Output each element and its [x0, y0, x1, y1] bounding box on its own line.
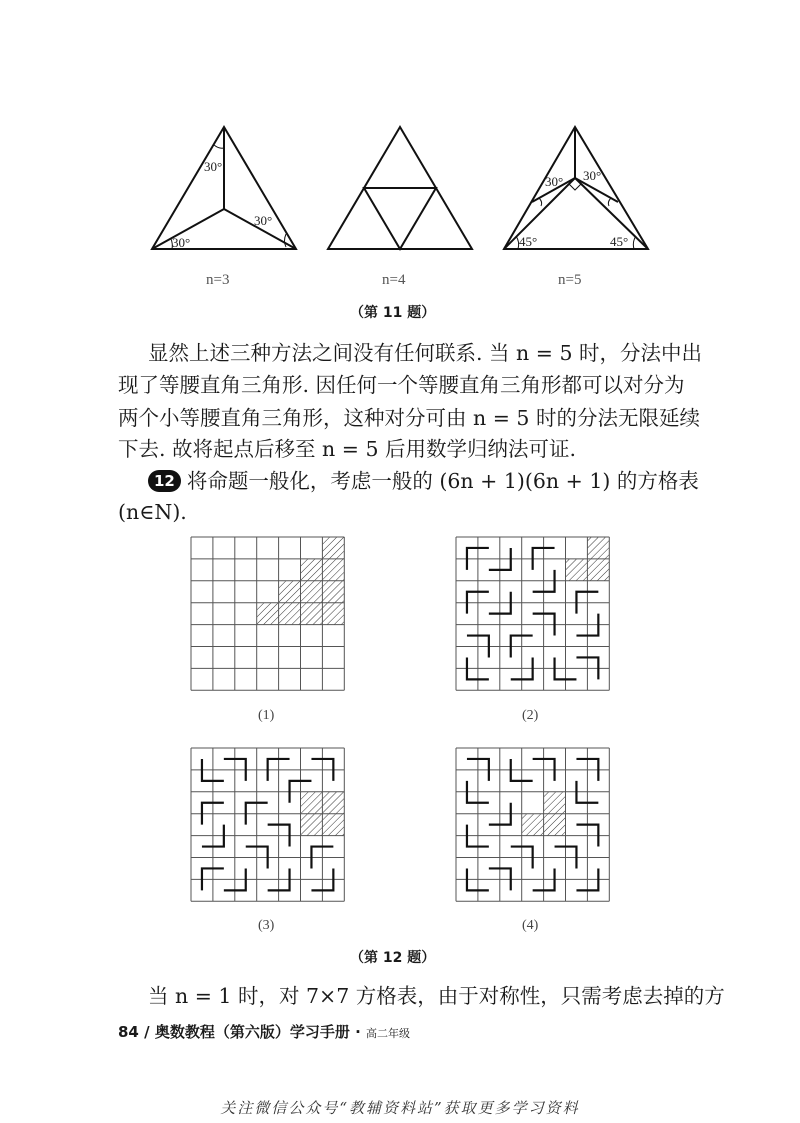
angle-label: 45°: [610, 234, 629, 249]
angle-label: 30°: [204, 159, 223, 174]
shaded-cell: [301, 559, 323, 581]
figure-11-caption: （第 11 题）: [350, 305, 436, 321]
watermark: 关注微信公众号“教辅资料站”获取更多学习资料: [220, 1099, 580, 1117]
shaded-cell: [301, 581, 323, 603]
grid-4: [456, 748, 609, 901]
paragraph-line: 显然上述三种方法之间没有任何联系. 当 n = 5 时，分法中出: [148, 341, 703, 365]
figure-label-n3: n=3: [206, 272, 230, 288]
shaded-cell: [544, 814, 566, 836]
shaded-cell: [279, 581, 301, 603]
grid-label-3: (3): [258, 918, 275, 933]
problem-12-line-2: (n∈N).: [118, 500, 187, 524]
shaded-cell: [301, 603, 323, 625]
triangle-n3: [152, 127, 296, 249]
paragraph-line: 现了等腰直角三角形. 因任何一个等腰直角三角形都可以对分为: [118, 373, 685, 397]
shaded-cell: [587, 537, 609, 559]
shaded-cell: [322, 581, 344, 603]
figure-label-n5: n=5: [558, 272, 582, 288]
shaded-cell: [587, 559, 609, 581]
figure-12-caption: （第 12 题）: [350, 950, 436, 966]
problem-number-badge: 12: [148, 470, 181, 492]
footer-separator: /: [144, 1023, 150, 1041]
grid-label-2: (2): [522, 708, 539, 723]
paragraph-line: 当 n = 1 时，对 7×7 方格表，由于对称性，只需考虑去掉的方: [148, 984, 725, 1008]
page-number: 84: [118, 1023, 139, 1041]
grid-label-1: (1): [258, 708, 275, 723]
triangle-n5: [504, 127, 648, 249]
problem-12-text: 将命题一般化，考虑一般的 (6n + 1)(6n + 1) 的方格表: [186, 469, 699, 493]
grid-label-4: (4): [522, 918, 539, 933]
footer-dot: ·: [355, 1023, 361, 1041]
paragraph-line: 两个小等腰直角三角形，这种对分可由 n = 5 时的分法无限延续: [118, 406, 700, 430]
shaded-cell: [301, 814, 323, 836]
shaded-cell: [301, 792, 323, 814]
grid-1: [191, 537, 344, 690]
grid-2: [456, 537, 609, 690]
paragraph-line: 下去. 故将起点后移至 n = 5 后用数学归纳法可证.: [118, 437, 577, 461]
shaded-cell: [279, 603, 301, 625]
angle-label: 30°: [545, 174, 564, 189]
shaded-cell: [322, 537, 344, 559]
figure-label-n4: n=4: [382, 272, 406, 288]
shaded-cell: [322, 814, 344, 836]
problem-12-line: [148, 466, 699, 496]
figure-12-grids: [0, 520, 800, 920]
grade-label: 高二年级: [366, 1027, 411, 1040]
angle-label: 45°: [519, 234, 538, 249]
angle-label: 30°: [583, 168, 602, 183]
triangle-n4: [328, 127, 472, 249]
shaded-cell: [322, 792, 344, 814]
shaded-cell: [322, 559, 344, 581]
shaded-cell: [322, 603, 344, 625]
angle-label: 30°: [172, 235, 191, 250]
shaded-cell: [522, 814, 544, 836]
figure-11-triangles: [0, 0, 800, 300]
grid-3: [191, 748, 344, 901]
shaded-cell: [544, 792, 566, 814]
shaded-cell: [257, 603, 279, 625]
shaded-cell: [566, 559, 588, 581]
book-title: 奥数教程（第六版）学习手册: [154, 1023, 350, 1041]
angle-label: 30°: [254, 213, 273, 228]
page-footer: [118, 1021, 410, 1042]
